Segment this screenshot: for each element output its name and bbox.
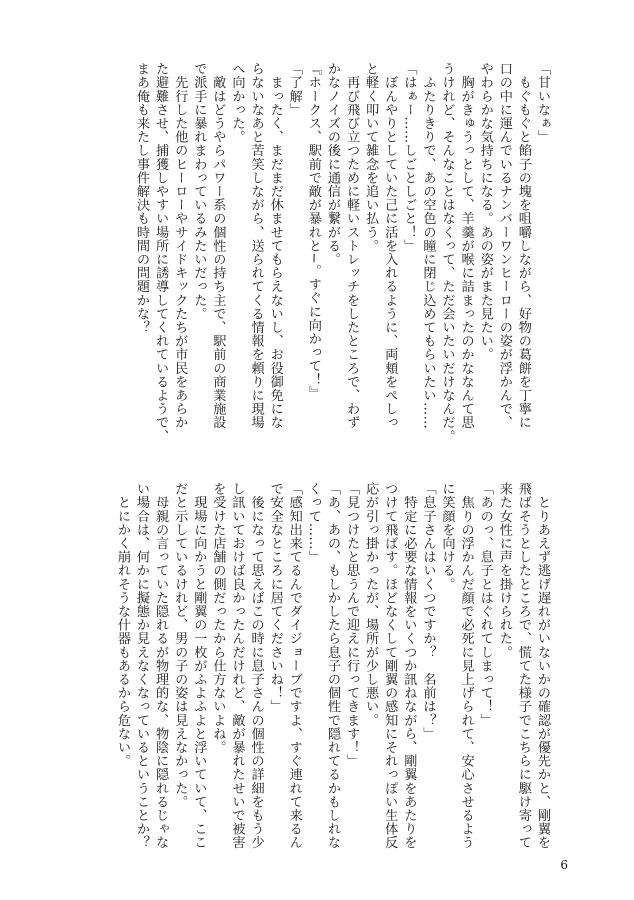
text-line: 現場に向かうと剛翼の一枚がふよふよと浮いていて、ここ	[191, 482, 207, 850]
text-line: 胸がきゅうっとして、羊羹が喉に詰まったのかななんて思	[458, 62, 474, 430]
text-line: らないなあと苦笑しながら、送られてくる情報を頼りに現場	[248, 62, 264, 430]
text-block-bottom	[82, 482, 552, 867]
text-line: 「見つけたと思うんで迎えに行ってきます！」	[344, 482, 360, 768]
text-line: ぼんやりとしていた己に活を入れるように、両頬をぺしっ	[382, 62, 398, 430]
text-line: 「はぁー……しごとしごと！」	[401, 62, 417, 253]
text-line: 応が引っ掛かったが、場所が少し悪い。	[363, 482, 379, 727]
text-line: 再び飛び立つために軽いストレッチをしたところで、わず	[344, 62, 360, 430]
text-line: 口の中に運んでいるナンバーワンヒーローの姿が浮かんで、	[496, 62, 512, 430]
text-line: つけて飛ばす。ほどなくして剛翼の感知にそれっぽい生体反	[382, 482, 398, 850]
text-line: と軽く叩いて雑念を追い払う。	[363, 62, 379, 253]
text-line: し訊いておけば良かったんだけれど、敵が暴れたせいで被害	[229, 482, 245, 850]
text-line: やわらかな気持ちになる。あの姿がまた見たい。	[477, 62, 493, 362]
text-line: 先行した他のヒーローやサイドキックたちが市民をあらか	[172, 62, 188, 430]
text-line: を受けた店舗の側だったから仕方ないよね。	[210, 482, 226, 754]
text-line: で派手に暴れまわっているみたいだった。	[191, 62, 207, 321]
text-line: まあ俺も来たし事件解決も時間の問題かな？	[134, 62, 150, 334]
text-line: 「あ、あの、もしかしたら息子の個性で隠れてるかもしれな	[324, 482, 340, 850]
text-line: ふたりきりで、あの空色の瞳に閉じ込めてもらいたい……	[420, 62, 436, 430]
page-number: 6	[560, 858, 568, 872]
text-line: 「あのっ、息子とはぐれてしまって！」	[477, 482, 493, 727]
text-line: 来た女性に声を掛けられた。	[496, 482, 512, 659]
text-line: 「甘いなぁ」	[535, 62, 550, 144]
text-line: た避難させ、捕獲しやすい場所に誘導してくれているようで、	[153, 62, 169, 443]
text-line: 敵はどうやらパワー系の個性の持ち主で、駅前の商業施設	[210, 62, 226, 430]
text-line: もぐもぐと餡子の塊を咀嚼しながら、好物の葛餅を丁寧に	[515, 62, 531, 430]
text-line: で安全なところに居てくださいね！」	[267, 482, 283, 714]
text-block-top	[82, 62, 552, 447]
text-line: 特定に必要な情報をいくつか訊ねながら、剛翼をあたりを	[401, 482, 417, 850]
text-line: 飛ばそうとしたところで、慌てた様子でこちらに駆け寄って	[515, 482, 531, 850]
text-line: とりあえず逃げ遅れがいないかの確認が優先かと、剛翼を	[535, 482, 550, 850]
text-line: 「息子さんはいくつですか？ 名前は？」	[420, 482, 436, 741]
text-line: うけれど、そんなことはなくって、ただ会いたいだけなんだ。	[439, 62, 455, 443]
text-line: くって……」	[305, 482, 321, 564]
text-line: 「了解」	[286, 62, 302, 117]
text-line: まったく、まだまだ休ませてもらえないし、お役御免にな	[267, 62, 283, 430]
text-line: 母親の言っていた隠れるが物理的な、物陰に隠れるじゃな	[153, 482, 169, 850]
text-line: だと示しているけれど、男の子の姿は見えなかった。	[172, 482, 188, 809]
text-line: 「感知出来てるんでダイジョーブですよ、すぐ連れて来るん	[286, 482, 302, 850]
text-line: とにかく崩れそうな什器もあるから危ない。	[114, 482, 130, 768]
text-line: 焦りの浮かんだ顔で必死に見上げられて、安心させるよう	[458, 482, 474, 850]
text-line: 後になって思えばこの時に息子さんの個性の詳細をもう少	[248, 482, 264, 850]
text-line: へ向かった。	[229, 62, 245, 144]
text-line: に笑顔を向ける。	[439, 482, 455, 591]
text-line: かなノイズの後に通信が繋がる。	[324, 62, 340, 266]
text-line: い場合は、何かに擬態か見えなくなっているということか？	[134, 482, 150, 850]
text-line: 『ホークス、駅前で敵が暴れと−。すぐに向かって！』	[305, 62, 321, 400]
